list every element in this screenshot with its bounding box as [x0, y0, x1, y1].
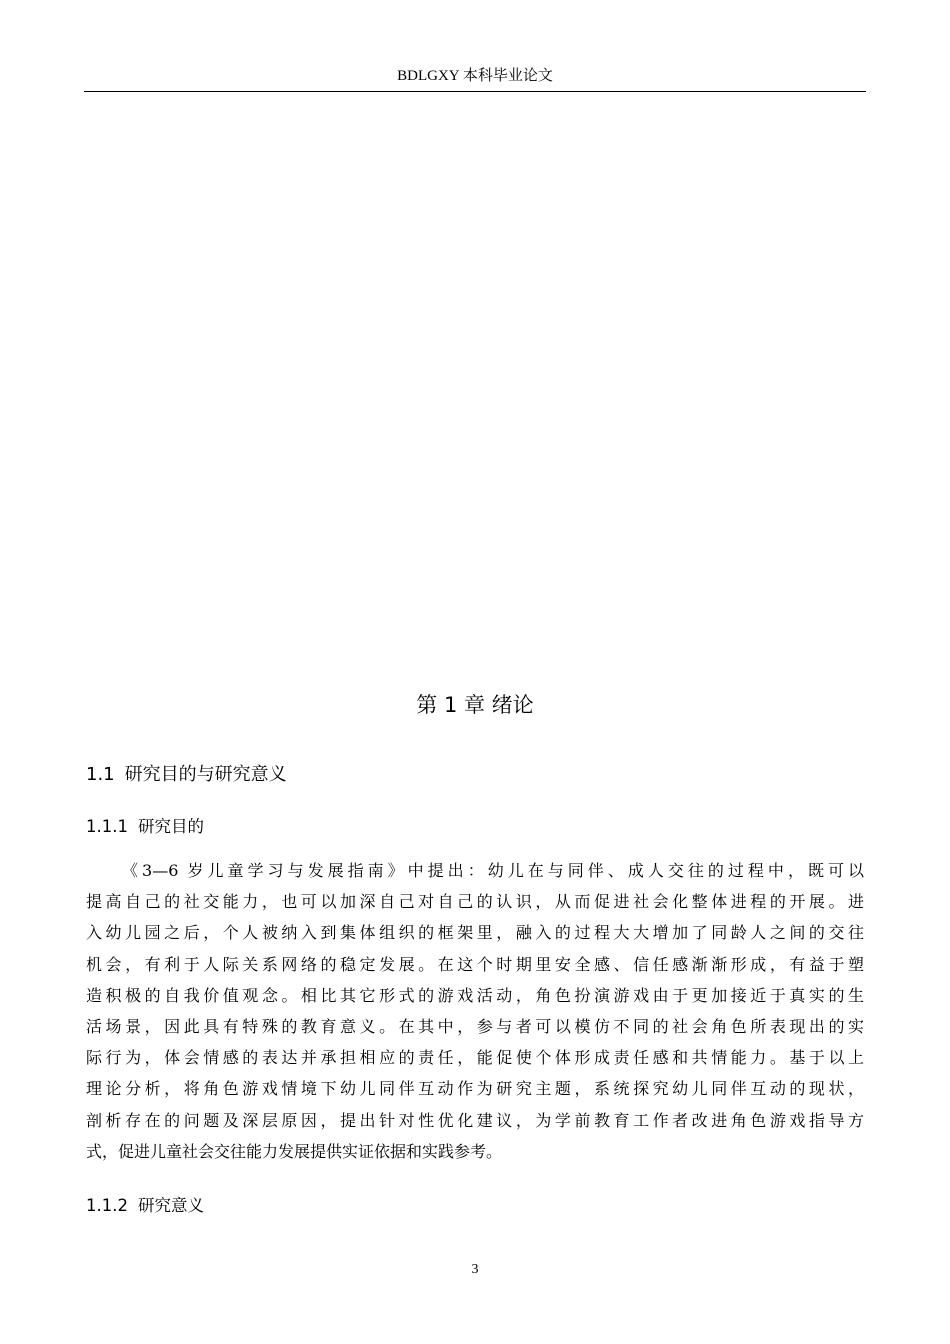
paragraph-line: 式，促进儿童社会交往能力发展提供实证依据和实践参考。	[86, 1141, 503, 1161]
paragraph-line: 剖析存在的问题及深层原因，提出针对性优化建议，为学前教育工作者改进角色游戏指导方	[86, 1110, 864, 1130]
running-header: BDLGXY 本科毕业论文	[397, 68, 553, 84]
subsection-number: 1.1.1	[86, 817, 128, 836]
subsection-heading-1-1-2	[86, 1194, 204, 1218]
paragraph-line: 造积极的自我价值观念。相比其它形式的游戏活动，角色扮演游戏由于更加接近于真实的生	[86, 985, 864, 1005]
header-divider	[84, 91, 866, 92]
body-paragraph	[86, 855, 864, 1167]
paragraph-line: 机会，有利于人际关系网络的稳定发展。在这个时期里安全感、信任感渐渐形成，有益于塑	[86, 954, 864, 974]
paragraph-line: 提高自己的社交能力，也可以加深自己对自己的认识，从而促进社会化整体进程的开展。进	[86, 892, 864, 912]
subsection-heading-1-1-1	[86, 815, 204, 839]
section-number: 1.1	[86, 764, 115, 785]
subsection-number: 1.1.2	[86, 1196, 128, 1215]
paragraph-line: 理论分析，将角色游戏情境下幼儿同伴互动作为研究主题，系统探究幼儿同伴互动的现状，	[86, 1079, 864, 1099]
subsection-title: 研究目的	[137, 817, 204, 836]
subsection-title: 研究意义	[137, 1196, 204, 1215]
chapter-title: 第 1 章 绪论	[416, 693, 534, 717]
section-heading-1-1	[86, 762, 287, 788]
paragraph-line: 际行为，体会情感的表达并承担相应的责任，能促使个体形成责任感和共情能力。基于以上	[86, 1048, 864, 1068]
page-number: 3	[471, 1262, 479, 1277]
paragraph-line: 《3—6 岁儿童学习与发展指南》中提出：幼儿在与同伴、成人交往的过程中，既可以	[122, 861, 864, 880]
paragraph-line: 入幼儿园之后，个人被纳入到集体组织的框架里，融入的过程大大增加了同龄人之间的交往	[86, 923, 864, 943]
section-title: 研究目的与研究意义	[124, 764, 287, 785]
paragraph-line: 活场景，因此具有特殊的教育意义。在其中，参与者可以模仿不同的社会角色所表现出的实	[86, 1017, 864, 1037]
